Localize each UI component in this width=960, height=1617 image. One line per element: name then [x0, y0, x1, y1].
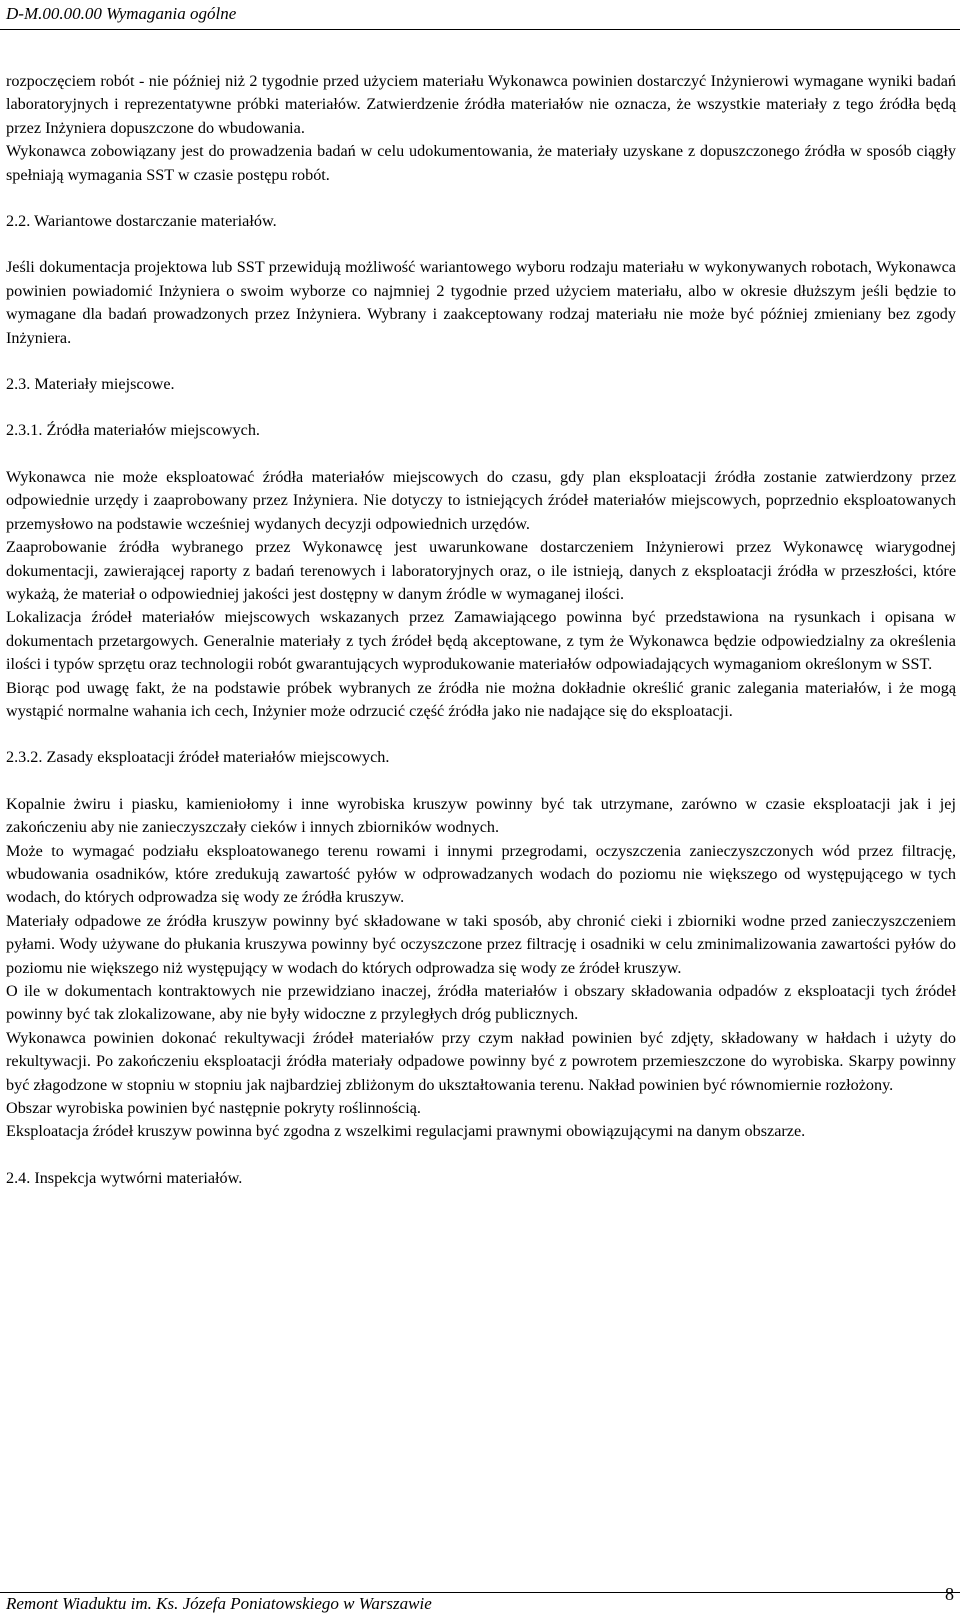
footer-title: Remont Wiaduktu im. Ks. Józefa Poniatowskiego w Warszawie: [6, 1594, 432, 1613]
paragraph: Kopalnie żwiru i piasku, kamieniołomy i inne wyrobiska kruszyw powinny być tak utrzymane, zarówno w czasie eksploatacji jak i jej zakończeniu aby nie zanieczyszczały cieków i innych zbiorników wodnych.: [6, 794, 956, 837]
page-number: 8: [945, 1584, 954, 1604]
paragraph: Jeśli dokumentacja projektowa lub SST przewidują możliwość wariantowego wyboru rodzaju materiału w wykonywanych robotach, Wykonawca powinien powiadomić Inżyniera o swoim wyborze co najmniej 2 tygodnie przed użyciem materiału, albo w okresie dłuższym jeśli będzie to wymagane dla badań prowadzonych przez Inżyniera. Wybrany i zaakceptowany rodzaj materiału nie może być później zmieniany bez zgody Inżyniera.: [6, 258, 956, 347]
section-heading-2-3-1: 2.3.1. Źródła materiałów miejscowych.: [6, 421, 260, 440]
section-heading-2-3-2: 2.3.2. Zasady eksploatacji źródeł materiałów miejscowych.: [6, 748, 390, 767]
paragraph: Może to wymagać podziału eksploatowanego terenu rowami i innymi przegrodami, oczyszczenia zanieczyszczonych wód przez filtrację, wbudowania osadników, które zredukują zawartość pyłów w odprowadzanych wodach do poziomu nie większego od występującego w tych wodach, do których odprowadza się wody ze źródła kruszyw.: [6, 841, 956, 907]
footer-divider: [0, 1592, 960, 1593]
paragraph: Wykonawca nie może eksploatować źródła materiałów miejscowych do czasu, gdy plan eksploatacji źródła zostanie zatwierdzony przez odpowiednie urzędy i zaaprobowany przez Inżyniera. Nie dotyczy to istniejących źródeł materiałów miejscowych, poprzednio eksploatowanych przemysłowo na podstawie wcześniej wydanych decyzji odpowiednich urzędów.: [6, 467, 956, 533]
paragraph: Wykonawca powinien dokonać rekultywacji źródeł materiałów przy czym nakład powinien być zdjęty, składowany w hałdach i użyty do rekultywacji. Po zakończeniu eksploatacji źródła materiały odpadowe powinny być z powrotem przemieszczone do wyrobiska. Skarpy powinny być złagodzone w stopniu w stopniu jak najbardziej zbliżonym do ukształtowania terenu. Nakład powinien być równomiernie rozłożony.: [6, 1028, 956, 1094]
header-title: D-M.00.00.00 Wymagania ogólne: [6, 4, 237, 23]
paragraph: Eksploatacja źródeł kruszyw powinna być zgodna z wszelkimi regulacjami prawnymi obowiązującymi na danym obszarze.: [6, 1122, 806, 1141]
paragraph: Materiały odpadowe ze źródła kruszyw powinny być składowane w taki sposób, aby chronić cieki i zbiorniki wodne przed zanieczyszczeniem pyłami. Wody używane do płukania kruszywa powinny być oczyszczone przez filtrację i osadniki w celu zminimalizowania zawartości pyłów do poziomu nie większego niż występujący w wodach do których odprowadza się wody ze źródeł kruszyw.: [6, 911, 956, 977]
header-divider: [0, 29, 960, 30]
paragraph: Obszar wyrobiska powinien być następnie pokryty roślinnością.: [6, 1099, 421, 1118]
paragraph: Lokalizacja źródeł materiałów miejscowych wskazanych przez Zamawiającego powinna być przedstawiona na rysunkach i opisana w dokumentach przetargowych. Generalnie materiały z tych źródeł będą akceptowane, z tym że Wykonawca będzie odpowiedzialny za określenia ilości i typów sprzętu oraz technologii robót gwarantujących wyprodukowanie materiałów odpowiadających wymaganiom określonym w SST.: [6, 608, 956, 674]
paragraph: Biorąc pod uwagę fakt, że na podstawie próbek wybranych ze źródła nie można dokładnie określić granic zalegania materiałów, i że mogą wystąpić normalne wahania ich cech, Inżynier może odrzucić część źródła jako nie nadające się do eksploatacji.: [6, 678, 956, 720]
section-heading-2-3: 2.3. Materiały miejscowe.: [6, 375, 175, 394]
paragraph: Wykonawca zobowiązany jest do prowadzenia badań w celu udokumentowania, że materiały uzyskane z dopuszczonego źródła w sposób ciągły spełniają wymagania SST w czasie postępu robót.: [6, 142, 956, 184]
paragraph: rozpoczęciem robót - nie później niż 2 tygodnie przed użyciem materiału Wykonawca powinien dostarczyć Inżynierowi wymagane wyniki badań laboratoryjnych i reprezentatywne próbki materiałów. Zatwierdzenie źródła materiałów nie oznacza, że wszystkie materiały z tego źródła będą przez Inżyniera dopuszczone do wbudowania.: [6, 72, 956, 137]
paragraph: O ile w dokumentach kontraktowych nie przewidziano inaczej, źródła materiałów i obszary składowania odpadów z eksploatacji tych źródeł powinny być tak zlokalizowane, aby nie były widoczne z przyległych dróg publicznych.: [6, 982, 956, 1024]
paragraph: Zaaprobowanie źródła wybranego przez Wykonawcę jest uwarunkowane dostarczeniem Inżynierowi przez Wykonawcę wiarygodnej dokumentacji, zawierającej raporty z badań terenowych i laboratoryjnych oraz, o ile istnieją, danych z eksploatacji źródła w przeszłości, które wykażą, że materiał o odpowiedniej jakości jest dostępny w danym źródle w wymaganej ilości.: [6, 538, 956, 603]
section-heading-2-4: 2.4. Inspekcja wytwórni materiałów.: [6, 1168, 243, 1187]
document-body: [6, 70, 956, 1190]
section-heading-2-2: 2.2. Wariantowe dostarczanie materiałów.: [6, 212, 277, 231]
